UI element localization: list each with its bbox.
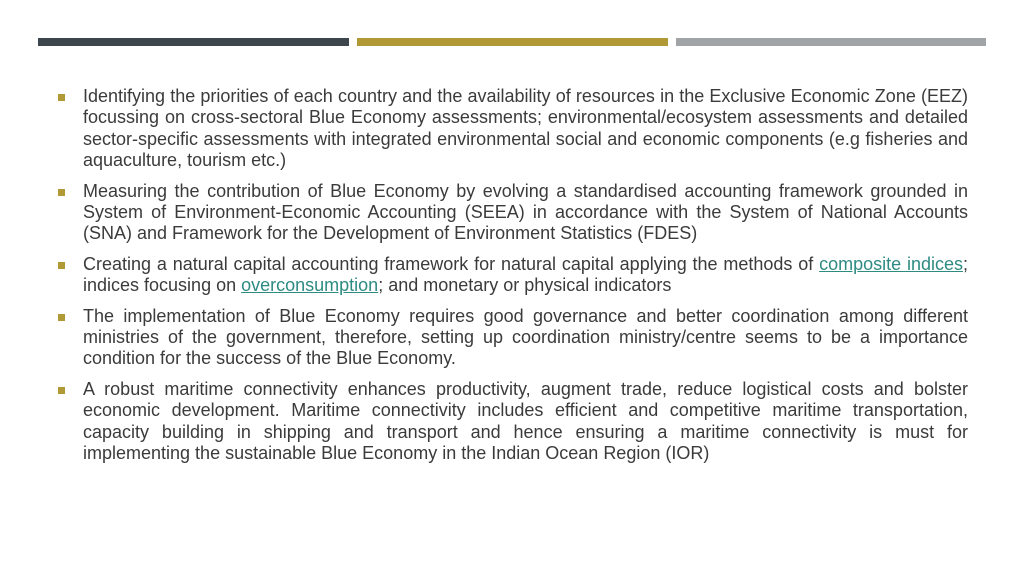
composite-indices-link[interactable]: composite indices (819, 253, 963, 274)
square-bullet-icon (58, 314, 65, 321)
bullet-item-governance (58, 306, 968, 370)
header-decoration-bars (38, 38, 986, 46)
bullet-item-natural-capital (58, 254, 968, 297)
bullet-text: A robust maritime connectivity enhances productivity, augment trade, reduce logistical costs and bolster economic development. Maritime connectivity includes efficient and competitive maritime transportation, capacity building in shipping and transport and hence ensuring a maritime connectivity is must for implementing the sustainable Blue Economy in the Indian Ocean Region (IOR) (83, 378, 968, 464)
header-bar-dark (38, 38, 349, 46)
bullet-item-priorities (58, 86, 968, 172)
header-bar-gray (676, 38, 986, 46)
bullet-text-after: ; and monetary or physical indicators (378, 275, 672, 296)
bullet-text: The implementation of Blue Economy requires good governance and better coordination among different ministries of the government, therefore, setting up coordination ministry/centre seems to be a importance condition for the success of the Blue Economy. (83, 305, 968, 369)
square-bullet-icon (58, 387, 65, 394)
square-bullet-icon (58, 189, 65, 196)
bullet-text: Identifying the priorities of each country and the availability of resources in the Exclusive Economic Zone (EEZ) focussing on cross-sectoral Blue Economy assessments; environmental/ecosystem assessments and detailed sector-specific assessments with integrated environmental social and economic components (e.g fisheries and aquaculture, tourism etc.) (83, 86, 968, 171)
bullet-item-maritime-connectivity (58, 379, 968, 465)
overconsumption-link[interactable]: overconsumption (241, 275, 379, 296)
bullet-list (58, 86, 968, 465)
header-bar-gold (357, 38, 668, 46)
slide-content (58, 86, 968, 474)
bullet-item-measuring (58, 181, 968, 245)
square-bullet-icon (58, 94, 65, 101)
bullet-text-middle: ; indices focusing on (83, 253, 968, 296)
bullet-text-before: Creating a natural capital accounting framework for natural capital applying the methods of (83, 253, 820, 274)
bullet-text: Measuring the contribution of Blue Economy by evolving a standardised accounting framework grounded in System of Environment-Economic Accounting (SEEA) in accordance with the System of National Accounts (SNA) and Framework for the Development of Environment Statistics (FDES) (83, 180, 968, 244)
square-bullet-icon (58, 262, 65, 269)
